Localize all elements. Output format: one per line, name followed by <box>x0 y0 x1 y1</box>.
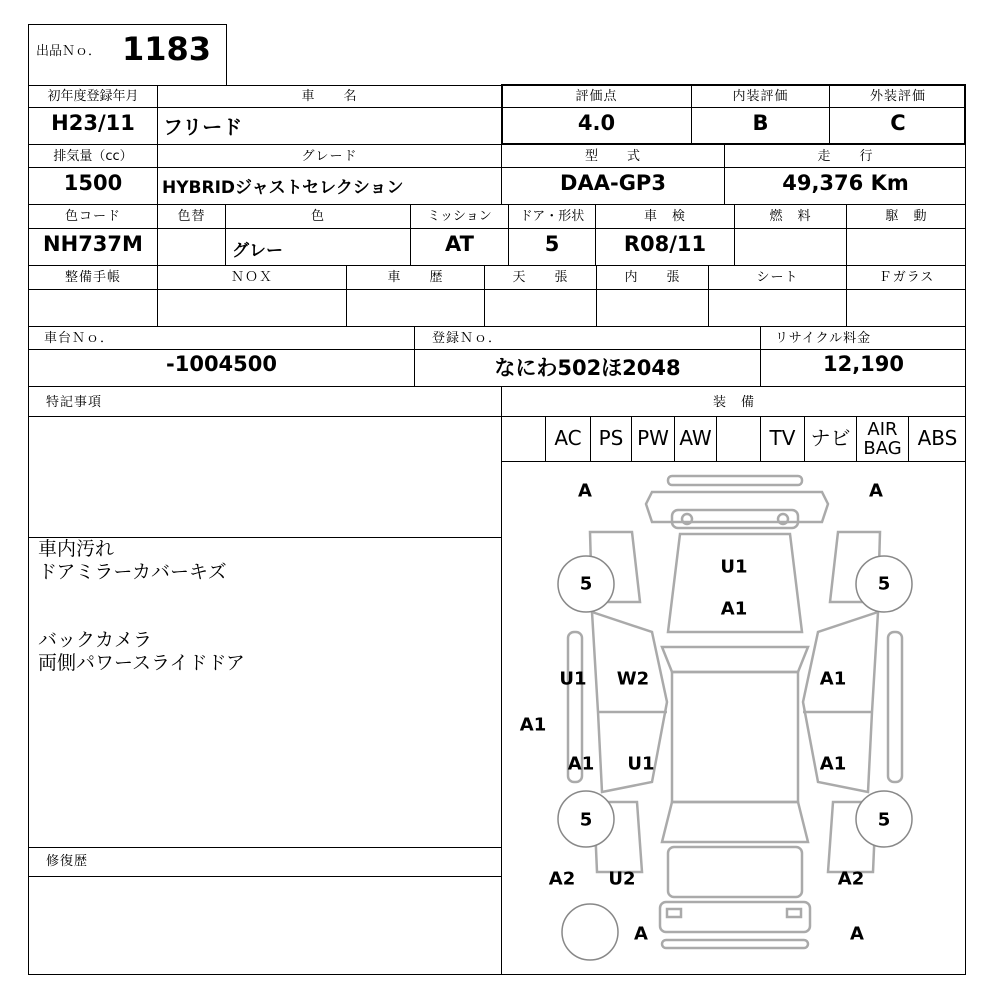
front-bumper <box>646 492 828 522</box>
remarks-line-4: バックカメラ <box>38 629 153 651</box>
repair-history-label: 修復歴 <box>46 854 89 869</box>
equipment-item-tv: TV <box>769 426 796 450</box>
tire-rr-score: 5 <box>877 809 891 831</box>
roof <box>672 672 798 802</box>
history-label: 車 歴 <box>387 270 444 285</box>
front-bumper-top <box>668 476 802 485</box>
plate-value: なにわ502ほ2048 <box>494 356 681 380</box>
lot-number: 1183 <box>122 30 212 68</box>
transmission-value: AT <box>445 232 474 256</box>
score-label: 評価点 <box>575 89 618 104</box>
tire-fl-score: 5 <box>579 573 593 595</box>
damage-right-rear-door: A1 <box>819 753 847 775</box>
interior-label: 内装評価 <box>732 89 789 104</box>
tire-rl-score: 5 <box>579 809 593 831</box>
equipment-item-pw: PW <box>637 426 669 450</box>
nox-label: ＮＯＸ <box>230 270 273 285</box>
inspection-value: R08/11 <box>623 232 707 256</box>
rear-bumper-bottom <box>662 940 808 948</box>
damage-front-left: A <box>578 480 592 502</box>
transmission-label: ミッション <box>427 209 492 224</box>
right-sill <box>888 632 902 782</box>
equipment-label: 装 備 <box>712 395 755 410</box>
recycle-label: リサイクル料金 <box>775 331 872 346</box>
rear-window <box>662 802 808 842</box>
damage-rear-left: A <box>634 923 648 945</box>
mileage-value: 49,376 Km <box>782 171 909 195</box>
spare-tire <box>562 904 618 960</box>
damage-rear-left-panel: A2 <box>548 868 576 890</box>
remarks-line-5: 両側パワースライドドア <box>38 652 245 674</box>
damage-rear-right: A <box>850 923 864 945</box>
interior-value: B <box>752 111 769 135</box>
rear-hatch <box>668 847 802 897</box>
equipment-item-aw: AW <box>679 426 712 450</box>
first-reg-value: H23/11 <box>51 111 135 135</box>
displacement-label: 排気量（cc） <box>53 149 133 164</box>
displacement-value: 1500 <box>63 171 123 195</box>
fuel-label: 燃 料 <box>769 209 812 224</box>
sunroof-label: 天 張 <box>512 270 569 285</box>
exterior-label: 外装評価 <box>869 89 926 104</box>
grade-value: HYBRIDジャストセレクション <box>162 178 404 198</box>
doors-label: ドア・形状 <box>519 209 585 224</box>
remarks-line-2: ドアミラーカバーキズ <box>38 561 227 583</box>
first-reg-label: 初年度登録年月 <box>47 89 139 104</box>
damage-right-front-door: A1 <box>819 668 847 690</box>
rear-light-right <box>787 909 801 917</box>
equipment-item-blank-1 <box>502 417 545 459</box>
chassis-value: -1004500 <box>166 352 277 376</box>
model-value: DAA-GP3 <box>560 171 666 195</box>
damage-left-rocker: A1 <box>519 714 547 736</box>
damage-rear-center: U2 <box>608 868 636 890</box>
damage-hood-1: U1 <box>720 556 748 578</box>
inspection-label: 車 検 <box>643 209 686 224</box>
equipment-item-ac: AC <box>554 426 582 450</box>
doors-value: 5 <box>544 232 560 256</box>
damage-roof-1: W2 <box>616 668 650 690</box>
car-diagram <box>502 462 965 974</box>
drive-label: 駆 動 <box>885 209 928 224</box>
car-name-label: 車 名 <box>301 89 358 104</box>
damage-left-rear-door: A1 <box>567 753 595 775</box>
remarks-line-1: 車内汚れ <box>38 538 115 560</box>
exterior-value: C <box>890 111 906 135</box>
recycle-value: 12,190 <box>822 352 905 376</box>
color-code-label: 色コード <box>64 209 121 224</box>
grade-label: グレード <box>301 149 358 164</box>
model-label: 型 式 <box>584 149 641 164</box>
equipment-item-abs: ABS <box>917 426 958 450</box>
tire-fr-score: 5 <box>877 573 891 595</box>
score-value: 4.0 <box>577 111 616 135</box>
plate-label: 登録Ｎｏ． <box>432 331 503 346</box>
color-label: 色 <box>310 209 325 224</box>
damage-rear-right-panel: A2 <box>837 868 865 890</box>
color-value: グレー <box>232 241 283 261</box>
glass-label: Ｆガラス <box>878 270 935 285</box>
equipment-item-airbag: AIR BAG <box>863 419 902 459</box>
windshield <box>662 647 808 672</box>
repaint-label: 色替 <box>177 209 206 224</box>
damage-hood-2: A1 <box>720 598 748 620</box>
damage-left-front-door: U1 <box>559 668 587 690</box>
maintenance-label: 整備手帳 <box>64 270 121 285</box>
lot-label: 出品Ｎｏ． <box>36 44 102 59</box>
car-name-value: フリード <box>163 115 243 139</box>
remarks-label: 特記事項 <box>46 395 103 410</box>
chassis-label: 車台Ｎｏ． <box>44 331 115 346</box>
seat-label: シート <box>756 270 799 285</box>
damage-front-right: A <box>869 480 883 502</box>
damage-roof-2: U1 <box>627 753 655 775</box>
color-code-value: NH737M <box>43 232 143 256</box>
equipment-item-blank-2 <box>717 417 760 459</box>
equipment-item-navi: ナビ <box>810 426 851 450</box>
rear-light-left <box>667 909 681 917</box>
interior-roof-label: 内 張 <box>624 270 681 285</box>
equipment-item-ps: PS <box>598 426 624 450</box>
mileage-label: 走 行 <box>817 149 874 164</box>
